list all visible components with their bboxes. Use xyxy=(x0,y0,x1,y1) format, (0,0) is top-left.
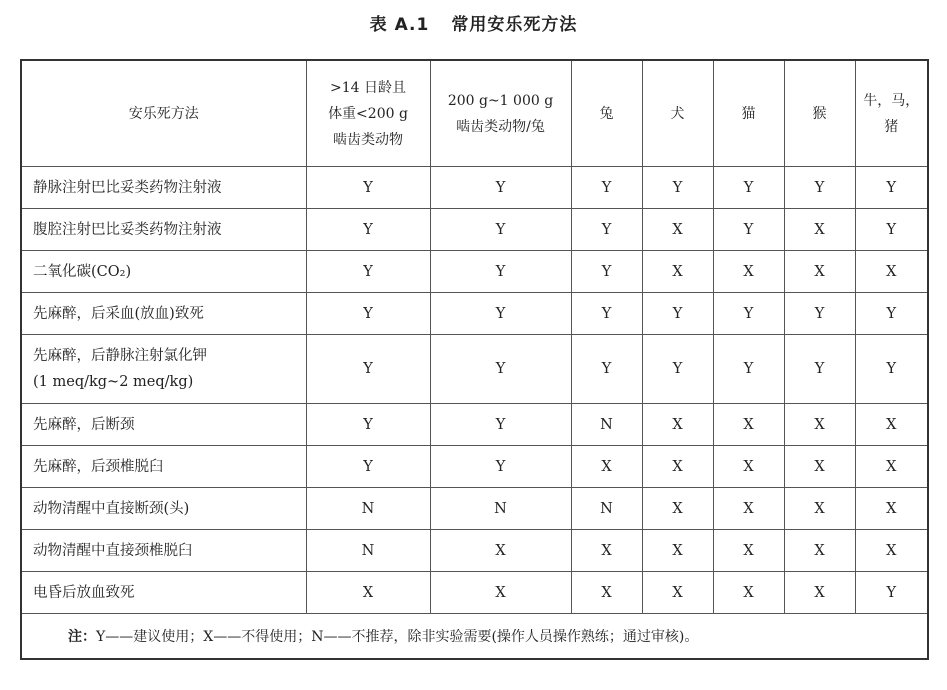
note-row xyxy=(21,614,928,660)
method-cell: 动物清醒中直接断颈(头) xyxy=(21,488,306,530)
value-cell: X xyxy=(642,209,713,251)
value-cell: X xyxy=(713,404,784,446)
value-cell: X xyxy=(571,446,642,488)
euthanasia-methods-table xyxy=(20,59,929,660)
value-cell: Y xyxy=(306,167,430,209)
value-cell: X xyxy=(784,404,855,446)
value-cell: X xyxy=(784,572,855,614)
value-cell: N xyxy=(306,530,430,572)
header-method: 安乐死方法 xyxy=(21,60,306,167)
value-cell: Y xyxy=(571,209,642,251)
value-cell: Y xyxy=(713,209,784,251)
table-row xyxy=(21,335,928,404)
value-cell: X xyxy=(713,572,784,614)
value-cell: X xyxy=(642,488,713,530)
value-cell: Y xyxy=(430,404,571,446)
value-cell: X xyxy=(306,572,430,614)
value-cell: X xyxy=(784,530,855,572)
method-cell: 先麻醉，后采血(放血)致死 xyxy=(21,293,306,335)
method-cell: 静脉注射巴比妥类药物注射液 xyxy=(21,167,306,209)
value-cell: Y xyxy=(430,167,571,209)
value-cell: X xyxy=(642,446,713,488)
value-cell: Y xyxy=(430,251,571,293)
value-cell: N xyxy=(571,404,642,446)
value-cell: X xyxy=(642,404,713,446)
value-cell: X xyxy=(713,446,784,488)
table-row xyxy=(21,404,928,446)
value-cell: Y xyxy=(430,209,571,251)
value-cell: X xyxy=(642,572,713,614)
value-cell: X xyxy=(784,251,855,293)
value-cell: X xyxy=(713,530,784,572)
value-cell: N xyxy=(571,488,642,530)
note-label: 注： xyxy=(68,629,96,645)
value-cell: Y xyxy=(306,335,430,404)
value-cell: Y xyxy=(713,335,784,404)
value-cell: Y xyxy=(430,446,571,488)
value-cell: X xyxy=(784,446,855,488)
value-cell: X xyxy=(713,251,784,293)
table-caption xyxy=(0,10,947,35)
value-cell: Y xyxy=(571,293,642,335)
table-note xyxy=(21,614,928,660)
value-cell: X xyxy=(642,530,713,572)
value-cell: Y xyxy=(306,293,430,335)
value-cell: Y xyxy=(855,572,928,614)
value-cell: Y xyxy=(784,335,855,404)
value-cell: X xyxy=(855,446,928,488)
value-cell: Y xyxy=(306,404,430,446)
table-row xyxy=(21,293,928,335)
caption-title: 常用安乐死方法 xyxy=(451,15,578,35)
method-cell: 先麻醉，后颈椎脱臼 xyxy=(21,446,306,488)
value-cell: X xyxy=(855,488,928,530)
value-cell: Y xyxy=(306,251,430,293)
method-cell: 先麻醉，后静脉注射氯化钾 (1 meq/kg~2 meq/kg) xyxy=(21,335,306,404)
note-text: Y——建议使用；X——不得使用；N——不推荐，除非实验需要(操作人员操作熟练；通过审核)。 xyxy=(96,629,699,645)
value-cell: Y xyxy=(571,251,642,293)
value-cell: Y xyxy=(855,209,928,251)
value-cell: X xyxy=(571,572,642,614)
table-row xyxy=(21,251,928,293)
method-cell: 先麻醉，后断颈 xyxy=(21,404,306,446)
value-cell: X xyxy=(855,404,928,446)
value-cell: X xyxy=(571,530,642,572)
table-row xyxy=(21,488,928,530)
value-cell: Y xyxy=(642,335,713,404)
header-small-rodent: >14 日龄且 体重<200 g 啮齿类动物 xyxy=(306,60,430,167)
value-cell: Y xyxy=(855,335,928,404)
method-cell: 电昏后放血致死 xyxy=(21,572,306,614)
table-row xyxy=(21,530,928,572)
value-cell: Y xyxy=(784,167,855,209)
header-cat: 猫 xyxy=(713,60,784,167)
value-cell: Y xyxy=(713,293,784,335)
value-cell: Y xyxy=(642,167,713,209)
value-cell: Y xyxy=(571,167,642,209)
header-livestock: 牛，马， 猪 xyxy=(855,60,928,167)
value-cell: Y xyxy=(855,167,928,209)
value-cell: X xyxy=(642,251,713,293)
value-cell: Y xyxy=(642,293,713,335)
value-cell: X xyxy=(430,530,571,572)
value-cell: X xyxy=(784,209,855,251)
value-cell: X xyxy=(855,530,928,572)
value-cell: Y xyxy=(306,446,430,488)
header-dog: 犬 xyxy=(642,60,713,167)
table-row xyxy=(21,167,928,209)
method-cell: 二氧化碳(CO₂) xyxy=(21,251,306,293)
table-row xyxy=(21,446,928,488)
value-cell: N xyxy=(306,488,430,530)
value-cell: N xyxy=(430,488,571,530)
header-row xyxy=(21,60,928,167)
header-rodent-rabbit: 200 g~1 000 g 啮齿类动物/兔 xyxy=(430,60,571,167)
value-cell: X xyxy=(784,488,855,530)
header-monkey: 猴 xyxy=(784,60,855,167)
method-cell: 腹腔注射巴比妥类药物注射液 xyxy=(21,209,306,251)
table-row xyxy=(21,209,928,251)
method-cell: 动物清醒中直接颈椎脱臼 xyxy=(21,530,306,572)
value-cell: Y xyxy=(430,293,571,335)
value-cell: Y xyxy=(713,167,784,209)
value-cell: X xyxy=(713,488,784,530)
value-cell: Y xyxy=(784,293,855,335)
value-cell: X xyxy=(430,572,571,614)
table-row xyxy=(21,572,928,614)
value-cell: X xyxy=(855,251,928,293)
value-cell: Y xyxy=(855,293,928,335)
caption-number: 表 A.1 xyxy=(369,15,430,35)
value-cell: Y xyxy=(571,335,642,404)
value-cell: Y xyxy=(306,209,430,251)
value-cell: Y xyxy=(430,335,571,404)
header-rabbit: 兔 xyxy=(571,60,642,167)
